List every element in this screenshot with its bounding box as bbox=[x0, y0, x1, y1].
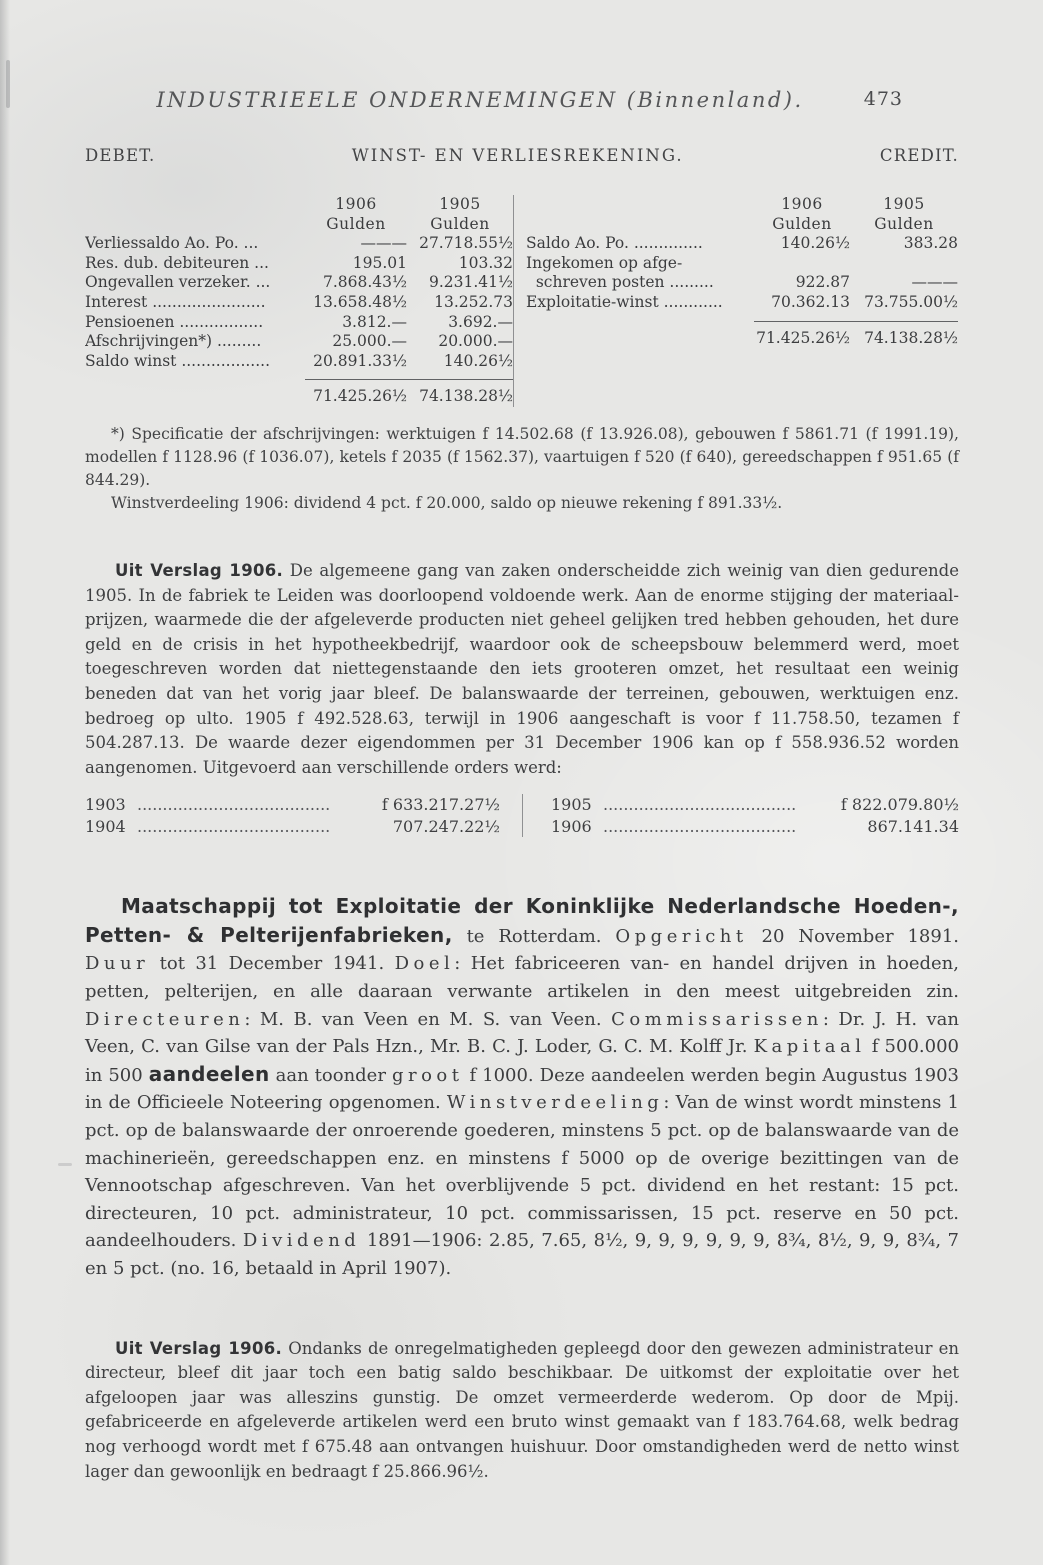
company-text: Directeuren bbox=[85, 1008, 245, 1030]
credit-column bbox=[513, 195, 958, 407]
company-text: tot 31 December 1941. bbox=[149, 953, 395, 975]
report-paragraph-2 bbox=[85, 1337, 959, 1485]
table-totals-row bbox=[526, 321, 958, 349]
total-1905: 74.138.28½ bbox=[419, 387, 513, 406]
report-heading: Uit Verslag 1906. bbox=[115, 560, 284, 580]
table-row bbox=[85, 332, 513, 352]
totals-values bbox=[305, 379, 513, 407]
row-label: Ingekomen op afge- bbox=[526, 253, 683, 272]
order-row bbox=[85, 794, 500, 816]
total-1905: 74.138.28½ bbox=[864, 328, 958, 347]
value-1906: 140.26½ bbox=[780, 234, 850, 253]
value-1905: 9.231.41½ bbox=[428, 273, 513, 292]
company-text: 1891—1906: 2.85, 7.65, 8½, 9, 9, 9, 9, 9, 9, 8¾, 8½, 9, 9, 8¾, 7 en 5 pct. (no. 16, betaald in April 1907). bbox=[85, 1230, 959, 1279]
totals-values bbox=[754, 321, 958, 349]
company-text: Winstverdeeling bbox=[446, 1092, 664, 1114]
order-year: 1904 bbox=[85, 816, 126, 836]
company-text: te Rotterdam. bbox=[452, 925, 616, 947]
unit-gulden: Gulden bbox=[874, 214, 934, 233]
table-row bbox=[85, 313, 513, 333]
footnote bbox=[85, 423, 959, 515]
credit-label: CREDIT. bbox=[879, 146, 959, 165]
value-1906: ——— bbox=[360, 234, 407, 253]
report-body: Ondanks de onregelmatigheden gepleegd door den gewezen administrateur en directeur, bleef dit jaar toch een batig saldo beschikbaar. De uitkomst der exploitatie over het afgeloopen jaar was alleszins gunstig. De omzet vermeerderde wederom. Op door de Mpij. gefabriceerde en afgeleverde artikelen werd een bruto winst gemaakt van f 183.764.68, welk bedrag nog verhoogd wordt met f 675.48 aan ontvangen huishuur. Door omstandigheden werd de netto winst lager dan gewoonlijk en bedraagt f 25.866.96½. bbox=[85, 1338, 959, 1481]
unit-gulden: Gulden bbox=[772, 214, 832, 233]
table-row bbox=[526, 293, 958, 313]
order-year: 1905 bbox=[551, 795, 592, 815]
value-1906: 70.362.13 bbox=[771, 292, 850, 311]
table-row bbox=[85, 254, 513, 274]
company-name-bold: Maatschappij tot Exploitatie der Koninklijke Nederlandsche Hoeden-, Petten- & Pelterijenfabrieken, bbox=[85, 894, 959, 947]
dot-leader: ...................................... bbox=[137, 816, 331, 836]
total-1906: 71.425.26½ bbox=[313, 387, 407, 406]
value-1906: 3.812.— bbox=[342, 312, 407, 331]
company-text: groot bbox=[391, 1064, 464, 1086]
value-1905: 3.692.— bbox=[448, 312, 513, 331]
year-1905: 1905 bbox=[883, 195, 925, 213]
table-row bbox=[85, 293, 513, 313]
row-label: Pensioenen ................. bbox=[85, 312, 264, 331]
orders-left-column bbox=[85, 794, 522, 837]
debet-column bbox=[85, 195, 513, 407]
row-label: Ongevallen verzeker. ... bbox=[85, 273, 271, 292]
company-text: Dividend bbox=[242, 1230, 361, 1252]
footnote-distribution: Winstverdeeling 1906: dividend 4 pct. f 20.000, saldo op nieuwe rekening f 891.33½. bbox=[111, 493, 783, 512]
table-row bbox=[526, 234, 958, 254]
unit-gulden: Gulden bbox=[326, 214, 386, 233]
company-text: : Het fabriceeren van- en handel drijven in hoeden, petten, pelterijen, en alle daaraan verwante artikelen in den meest uitgebreiden zin. bbox=[85, 953, 959, 1003]
company-text: 20 November 1891. bbox=[747, 925, 959, 947]
table-row bbox=[85, 352, 513, 372]
year-1906: 1906 bbox=[335, 195, 377, 213]
total-1906: 71.425.26½ bbox=[756, 328, 850, 347]
company-text: Kapitaal bbox=[753, 1036, 866, 1058]
scan-artifact bbox=[0, 0, 10, 1565]
company-text: aan toonder bbox=[269, 1064, 392, 1086]
table-header-row bbox=[526, 215, 958, 235]
company-name-bold: aandeelen bbox=[148, 1061, 270, 1086]
dot-leader: ...................................... bbox=[603, 795, 797, 815]
value-1905: 13.252.73 bbox=[434, 292, 513, 311]
value-1905: 20.000.— bbox=[438, 332, 513, 351]
profit-loss-table bbox=[85, 195, 959, 407]
order-value: 707.247.22½ bbox=[392, 816, 500, 836]
row-label: Saldo Ao. Po. .............. bbox=[526, 234, 703, 253]
orders-table bbox=[85, 794, 959, 837]
order-row bbox=[551, 794, 959, 816]
table-totals-row bbox=[85, 379, 513, 407]
row-label: Verliessaldo Ao. Po. ... bbox=[85, 234, 259, 253]
company-text: : Dr. J. H. van Veen, C. van Gilse van der Pals Hzn., Mr. B. C. J. Loder, G. C. M. Kolff Jr. bbox=[85, 1008, 960, 1058]
value-1905: 73.755.00½ bbox=[864, 292, 958, 311]
value-1906: 195.01 bbox=[352, 253, 407, 272]
company-text: f 1000. Deze aandeelen werden begin Augustus 1903 in de Officieele Noteering opgenomen. bbox=[85, 1064, 959, 1114]
report-paragraph-1 bbox=[85, 559, 959, 780]
value-1905: 103.32 bbox=[458, 253, 513, 272]
row-label: Interest ....................... bbox=[85, 292, 266, 311]
row-label: schreven posten ......... bbox=[526, 273, 714, 292]
page-number: 473 bbox=[863, 88, 903, 110]
running-head bbox=[85, 88, 959, 118]
order-value: 867.141.34 bbox=[867, 816, 959, 836]
order-value: f 633.217.27½ bbox=[381, 795, 500, 815]
report-heading: Uit Verslag 1906. bbox=[115, 1338, 283, 1358]
report-body: De algemeene gang van zaken onderscheidde zich weinig van dien gedurende 1905. In de fabriek te Leiden was doorloopend voldoende werk. Aan de enorme stijging der materiaal-prijzen, waarmede die der afgeleverde producten niet geheel gelijken tred hebben gehouden, het dure geld en de crisis in het hypotheekbedrijf, waardoor ook de scheepsbouw belemmerd werd, moet toegeschreven worden dat niettegenstaande den iets grooteren omzet, het resultaat een weinig beneden dat van het vorig jaar bleef. De balanswaarde der terreinen, gebouwen, werktuigen enz. bedroeg op ulto. 1905 f 492.528.63, terwijl in 1906 aangeschaft is voor f 11.758.50, tezamen f 504.287.13. De waarde dezer eigendommen per 31 December 1906 kan op f 558.936.52 worden aangenomen. Uitgevoerd aan verschillende orders werd: bbox=[85, 560, 959, 777]
scan-artifact bbox=[6, 60, 10, 108]
table-row bbox=[526, 254, 958, 274]
statement-title: WINST- EN VERLIESREKENING. bbox=[351, 146, 684, 165]
company-text: f 500.000 in 500 bbox=[85, 1036, 959, 1086]
row-label: Res. dub. debiteuren ... bbox=[85, 253, 269, 272]
table-header-row bbox=[526, 195, 958, 215]
company-profile-paragraph bbox=[85, 893, 959, 1282]
value-1906: 25.000.— bbox=[332, 332, 407, 351]
value-1905: ——— bbox=[911, 273, 958, 292]
row-label: Saldo winst .................. bbox=[85, 351, 271, 370]
debet-label: DEBET. bbox=[85, 146, 156, 165]
value-1906: 7.868.43½ bbox=[322, 273, 407, 292]
value-1906: 13.658.48½ bbox=[313, 292, 407, 311]
value-1906: 922.87 bbox=[795, 273, 850, 292]
year-1905: 1905 bbox=[439, 195, 481, 213]
account-heading bbox=[85, 146, 959, 165]
company-text: : Van de winst wordt minstens 1 pct. op de balanswaarde der onroerende goederen, minstens 5 pct. op de balanswaarde van de machinerieën, gereedschappen enz. en minstens f 5000 op de overige bezittingen van de Vennootschap afgeschreven. Van het overblijvende 5 pct. dividend en het restant: 15 pct. directeuren, 10 pct. administrateur, 10 pct. commissarissen, 15 pct. reserve en 50 pct. aandeelhouders. bbox=[85, 1092, 959, 1252]
order-year: 1903 bbox=[85, 795, 126, 815]
value-1905: 383.28 bbox=[903, 234, 958, 253]
company-text: : M. B. van Veen en M. S. van Veen. bbox=[244, 1008, 612, 1030]
value-1905: 27.718.55½ bbox=[419, 234, 513, 253]
dot-leader: ...................................... bbox=[137, 795, 331, 815]
scan-artifact bbox=[58, 1163, 72, 1166]
orders-right-column bbox=[522, 794, 959, 837]
row-label: Exploitatie-winst ............ bbox=[526, 292, 723, 311]
order-year: 1906 bbox=[551, 816, 592, 836]
table-header-row bbox=[85, 195, 513, 215]
order-value: f 822.079.80½ bbox=[840, 795, 959, 815]
value-1906: 20.891.33½ bbox=[313, 351, 407, 370]
value-1905: 140.26½ bbox=[443, 351, 513, 370]
footnote-specification: *) Specificatie der afschrijvingen: werktuigen f 14.502.68 (f 13.926.08), gebouwen f 5861.71 (f 1991.19), modellen f 1128.96 (f 1036.07), ketels f 2035 (f 1562.37), vaartuigen f 520 (f 640), gereedschappen f 951.65 (f 844.29). bbox=[85, 424, 959, 489]
company-text: Commissarissen bbox=[611, 1008, 823, 1030]
company-text: Opgericht bbox=[615, 925, 748, 947]
order-row bbox=[551, 816, 959, 838]
unit-gulden: Gulden bbox=[430, 214, 490, 233]
row-label: Afschrijvingen*) ......... bbox=[85, 332, 262, 351]
page-title: INDUSTRIEELE ONDERNEMINGEN (Binnenland). bbox=[156, 88, 804, 112]
company-text: Doel bbox=[394, 953, 455, 975]
company-text: Duur bbox=[85, 953, 150, 975]
table-row bbox=[526, 273, 958, 293]
year-1906: 1906 bbox=[781, 195, 823, 213]
table-row bbox=[85, 273, 513, 293]
order-row bbox=[85, 816, 500, 838]
table-row bbox=[85, 234, 513, 254]
table-header-row bbox=[85, 215, 513, 235]
dot-leader: ...................................... bbox=[603, 816, 797, 836]
